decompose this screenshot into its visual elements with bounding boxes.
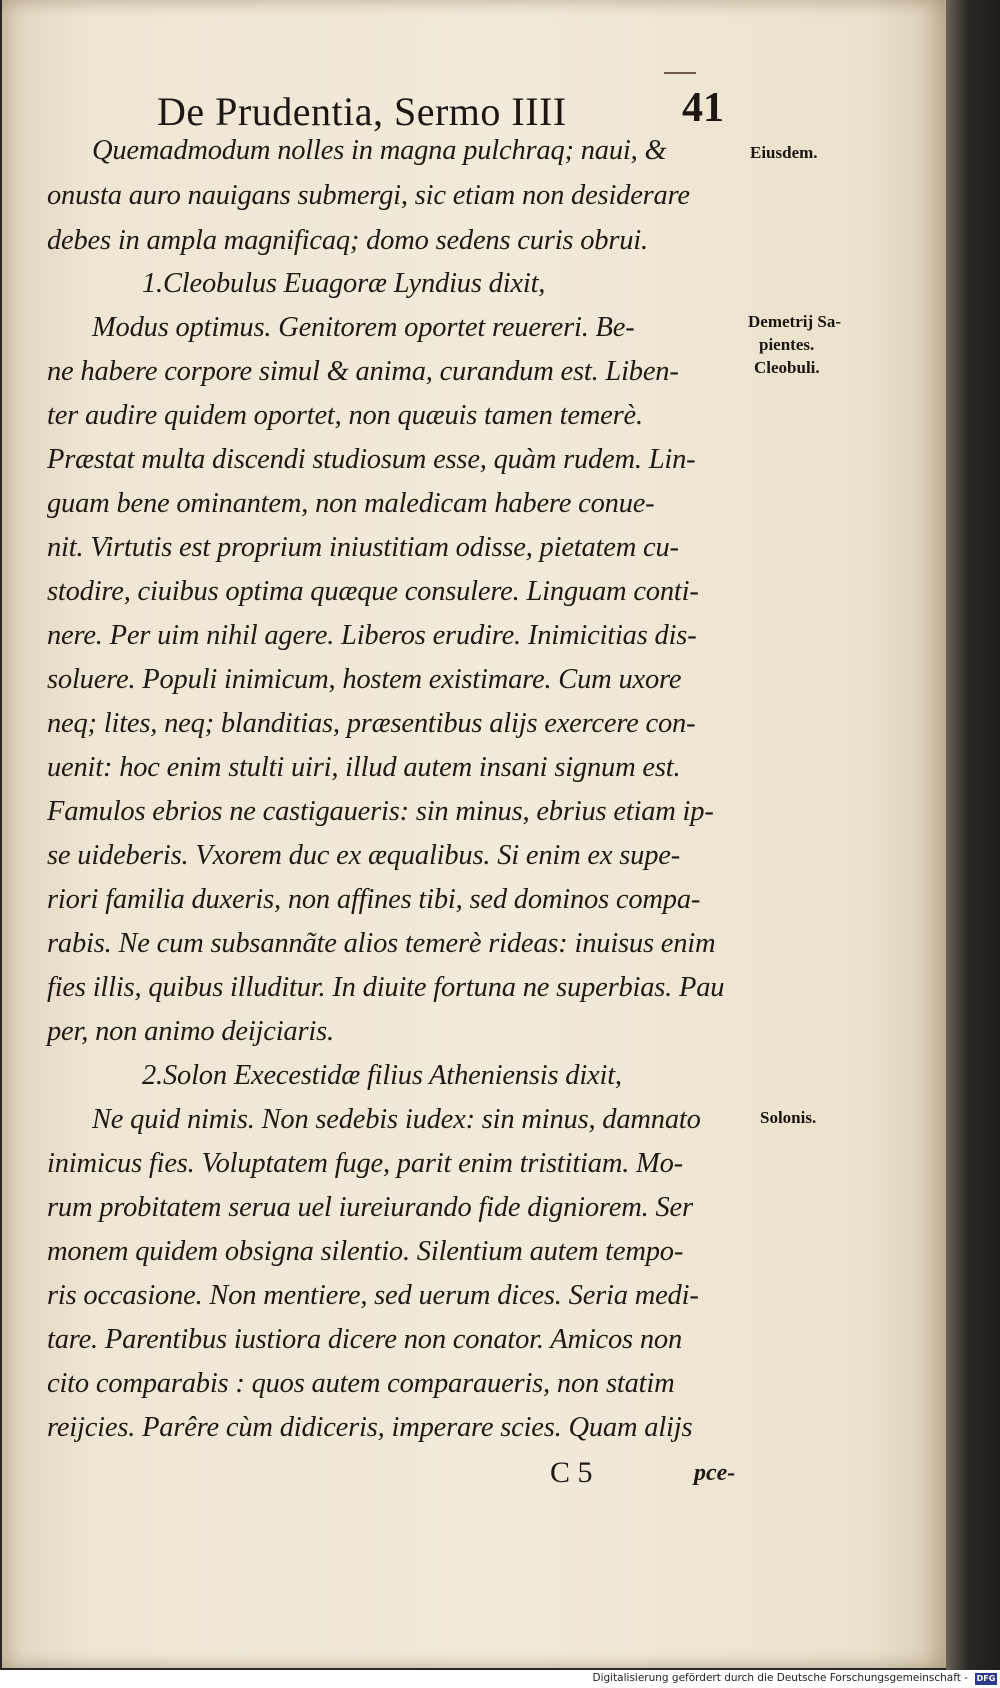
margin-note-cleobuli: Cleobuli. (754, 358, 820, 377)
text-line: fies illis, quibus illuditur. In diuite fortuna ne superbias. Pau (47, 972, 725, 1003)
text-line: nit. Virtutis est proprium iniustitiam odisse, pietatem cu- (47, 532, 679, 563)
text-line: inimicus fies. Voluptatem fuge, parit enim tristitiam. Mo- (47, 1148, 683, 1179)
text-line: uenit: hoc enim stulti uiri, illud autem insani signum est. (47, 752, 681, 783)
text-line: per, non animo deijciaris. (47, 1016, 334, 1047)
running-title: De Prudentia, Sermo IIII (157, 89, 567, 134)
text-line: onusta auro nauigans submergi, sic etiam non desiderare (47, 180, 690, 211)
margin-note-pientes: pientes. (759, 335, 815, 354)
text-line: rum probitatem serua uel iureiurando fide digniorem. Ser (47, 1192, 693, 1223)
text-line: stodire, ciuibus optima quæque consulere. Linguam conti- (47, 576, 699, 607)
margin-note-solonis: Solonis. (760, 1108, 817, 1127)
text-line: neq; lites, neq; blanditias, præsentibus alijs exercere con- (47, 708, 696, 739)
text-line: ris occasione. Non mentiere, sed uerum dices. Seria medi- (47, 1280, 699, 1311)
text-line: monem quidem obsigna silentio. Silentium autem tempo- (47, 1236, 684, 1267)
signature-mark: C 5 (550, 1456, 593, 1489)
margin-note-eiusdem: Eiusdem. (750, 143, 818, 162)
header-dash (664, 72, 696, 74)
text-line: Modus optimus. Genitorem oportet reuereri. Be- (92, 312, 635, 343)
text-line: ter audire quidem oportet, non quæuis tamen temerè. (47, 400, 643, 431)
digitization-credit: Digitalisierung gefördert durch die Deutsche Forschungsgemeinschaft - (592, 1672, 968, 1684)
book-page (2, 0, 946, 1668)
text-line: Ne quid nimis. Non sedebis iudex: sin minus, damnato (92, 1104, 701, 1135)
text-line: rabis. Ne cum subsannãte alios temerè rideas: inuisus enim (47, 928, 716, 959)
text-line: cito comparabis : quos autem comparaueris, non statim (47, 1368, 675, 1399)
text-line: se uideberis. Vxorem duc ex æqualibus. Si enim ex supe- (47, 840, 680, 871)
text-line: reijcies. Parêre cùm didiceris, imperare scies. Quam alijs (47, 1412, 693, 1443)
text-line: soluere. Populi inimicum, hostem existimare. Cum uxore (47, 664, 682, 695)
text-line: nere. Per uim nihil agere. Liberos erudire. Inimicitias dis- (47, 620, 697, 651)
dfg-logo: DFG (976, 1674, 996, 1683)
book-spine-edge (946, 0, 1000, 1670)
folio-number: 41 (682, 85, 724, 131)
text-line: 1.Cleobulus Euagoræ Lyndius dixit, (142, 268, 546, 299)
text-line: ne habere corpore simul & anima, curandum est. Liben- (47, 356, 679, 387)
catchword: pce- (694, 1460, 736, 1486)
text-line: riori familia duxeris, non affines tibi, sed dominos compa- (47, 884, 701, 915)
text-line: tare. Parentibus iustiora dicere non conator. Amicos non (47, 1324, 683, 1355)
text-line: Quemadmodum nolles in magna pulchraq; naui, & (92, 135, 667, 166)
text-line: 2.Solon Execestidæ filius Atheniensis dixit, (142, 1060, 622, 1091)
text-line: guam bene ominantem, non maledicam habere conue- (47, 488, 655, 519)
text-line: Præstat multa discendi studiosum esse, quàm rudem. Lin- (47, 444, 696, 475)
margin-note-demetrij: Demetrij Sa- (748, 312, 841, 331)
text-line: debes in ampla magnificaq; domo sedens curis obrui. (47, 225, 648, 256)
text-line: Famulos ebrios ne castigaueris: sin minus, ebrius etiam ip- (47, 796, 714, 827)
